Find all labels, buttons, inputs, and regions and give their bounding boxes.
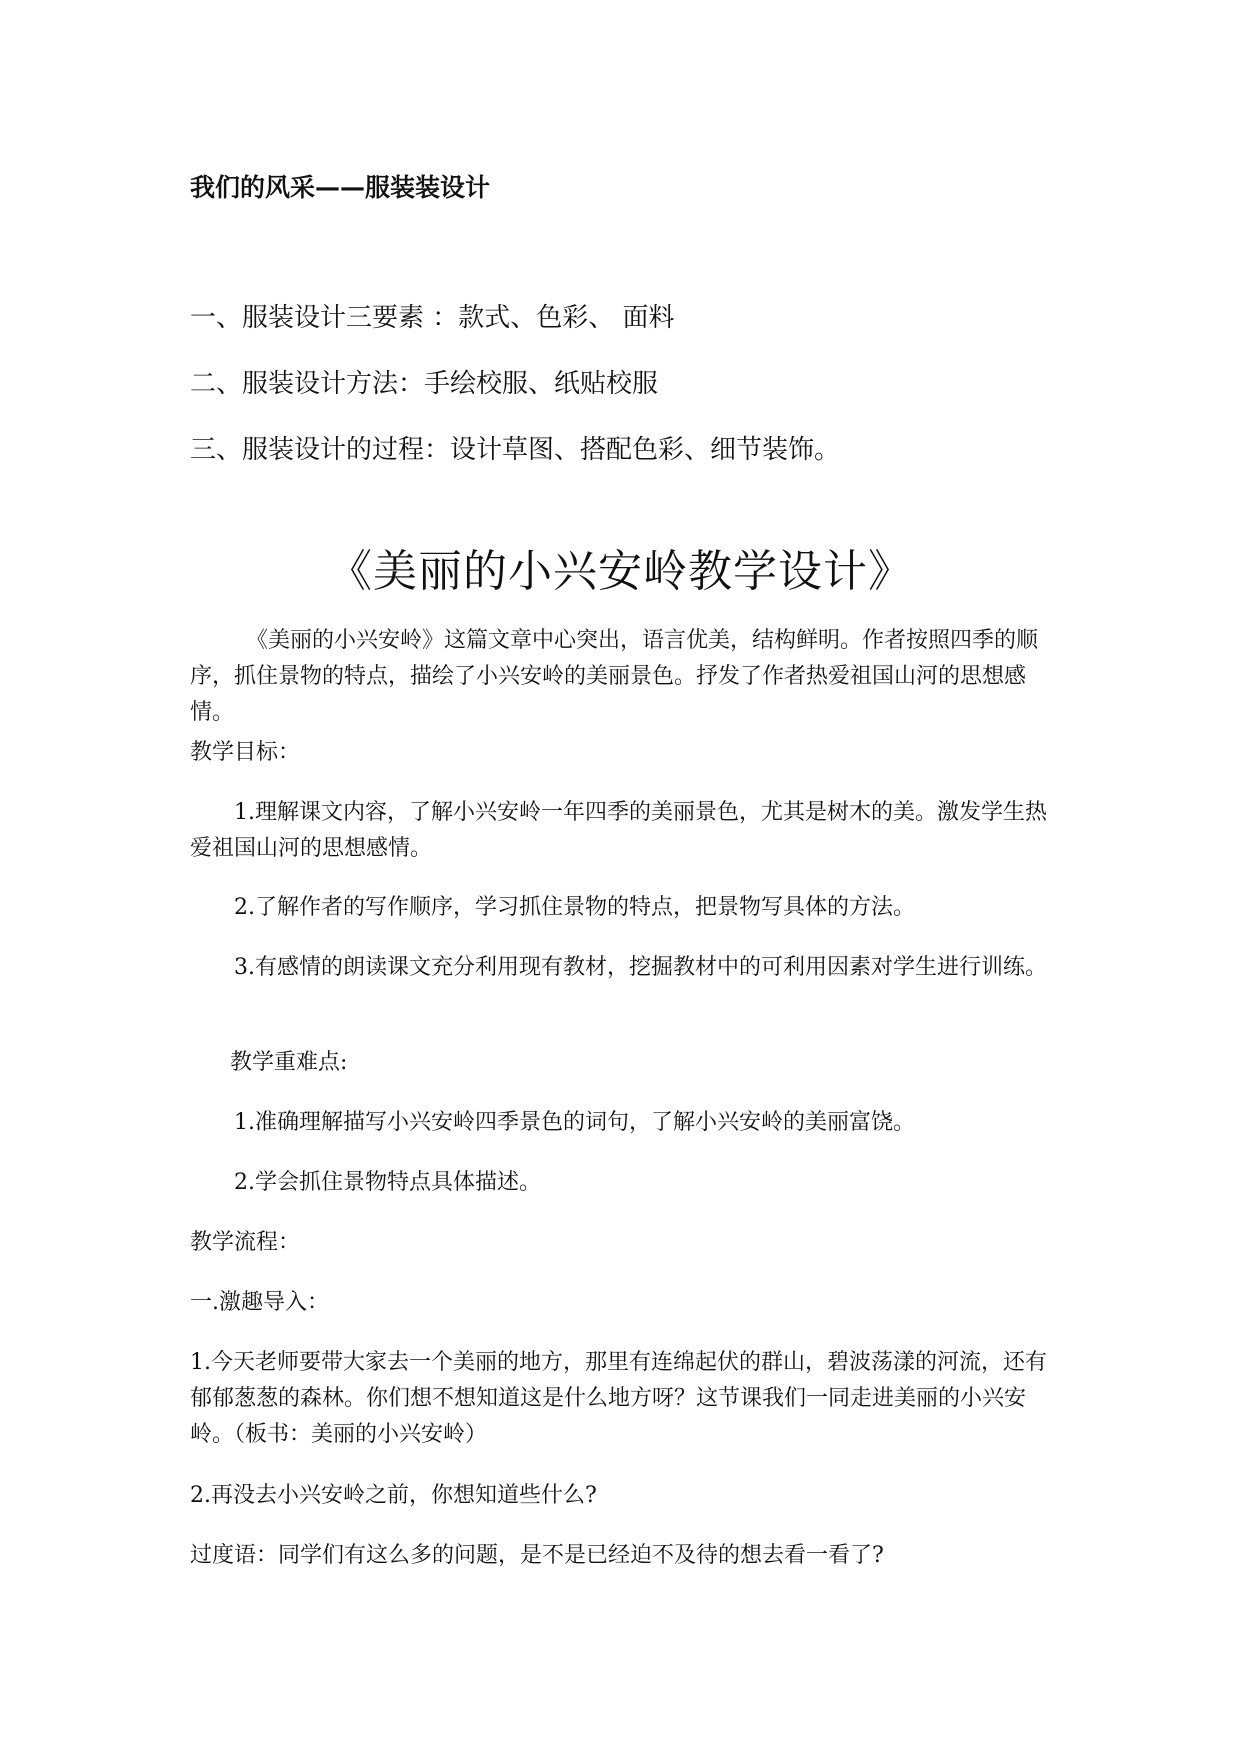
key-point-item: 1.准确理解描写小兴安岭四季景色的词句，了解小兴安岭的美丽富饶。 [234, 1110, 915, 1135]
step-label: 一.激趣导入： [190, 1290, 329, 1315]
step-item: 2.再没去小兴安岭之前，你想知道些什么? [190, 1483, 597, 1508]
lesson-intro: 《美丽的小兴安岭》这篇文章中心突出，语言优美，结构鲜明。作者按照四季的顺序，抓住景物的特点，描绘了小兴安岭的美丽景色。抒发了作者热爱祖国山河的思想感情。 [190, 628, 1039, 725]
process-label: 教学流程： [190, 1230, 301, 1255]
design-point-process: 三、服装设计的过程：设计草图、搭配色彩、细节装饰。 [190, 435, 841, 465]
goal-item: 3.有感情的朗读课文充分利用现有教材，挖掘教材中的可利用因素对学生进行训练。 [234, 955, 1047, 980]
design-point-elements: 一、服装设计三要素 ：款式、色彩、 面料 [190, 303, 675, 333]
goals-label: 教学目标： [190, 740, 301, 765]
key-points-label: 教学重难点: [230, 1050, 348, 1075]
lesson-title: 《美丽的小兴安岭教学设计》 [328, 546, 913, 597]
transition-text: 过度语：同学们有这么多的问题，是不是已经迫不及待的想去看一看了? [190, 1543, 884, 1568]
design-point-method: 二、服装设计方法：手绘校服、纸贴校服 [190, 369, 659, 399]
step-item: 1.今天老师要带大家去一个美丽的地方，那里有连绵起伏的群山，碧波荡漾的河流，还有郁郁葱葱的森林。你们想不想知道这是什么地方呀？这节课我们一同走进美丽的小兴安岭。（板书：美丽的小兴安岭） [190, 1350, 1047, 1447]
section-heading: 我们的风采——服装装设计 [190, 173, 491, 202]
key-point-item: 2.学会抓住景物特点具体描述。 [234, 1170, 541, 1195]
goal-item: 1.理解课文内容，了解小兴安岭一年四季的美丽景色，尤其是树木的美。激发学生热爱祖国山河的思想感情。 [190, 800, 1047, 861]
goal-item: 2.了解作者的写作顺序，学习抓住景物的特点，把景物写具体的方法。 [234, 895, 915, 920]
